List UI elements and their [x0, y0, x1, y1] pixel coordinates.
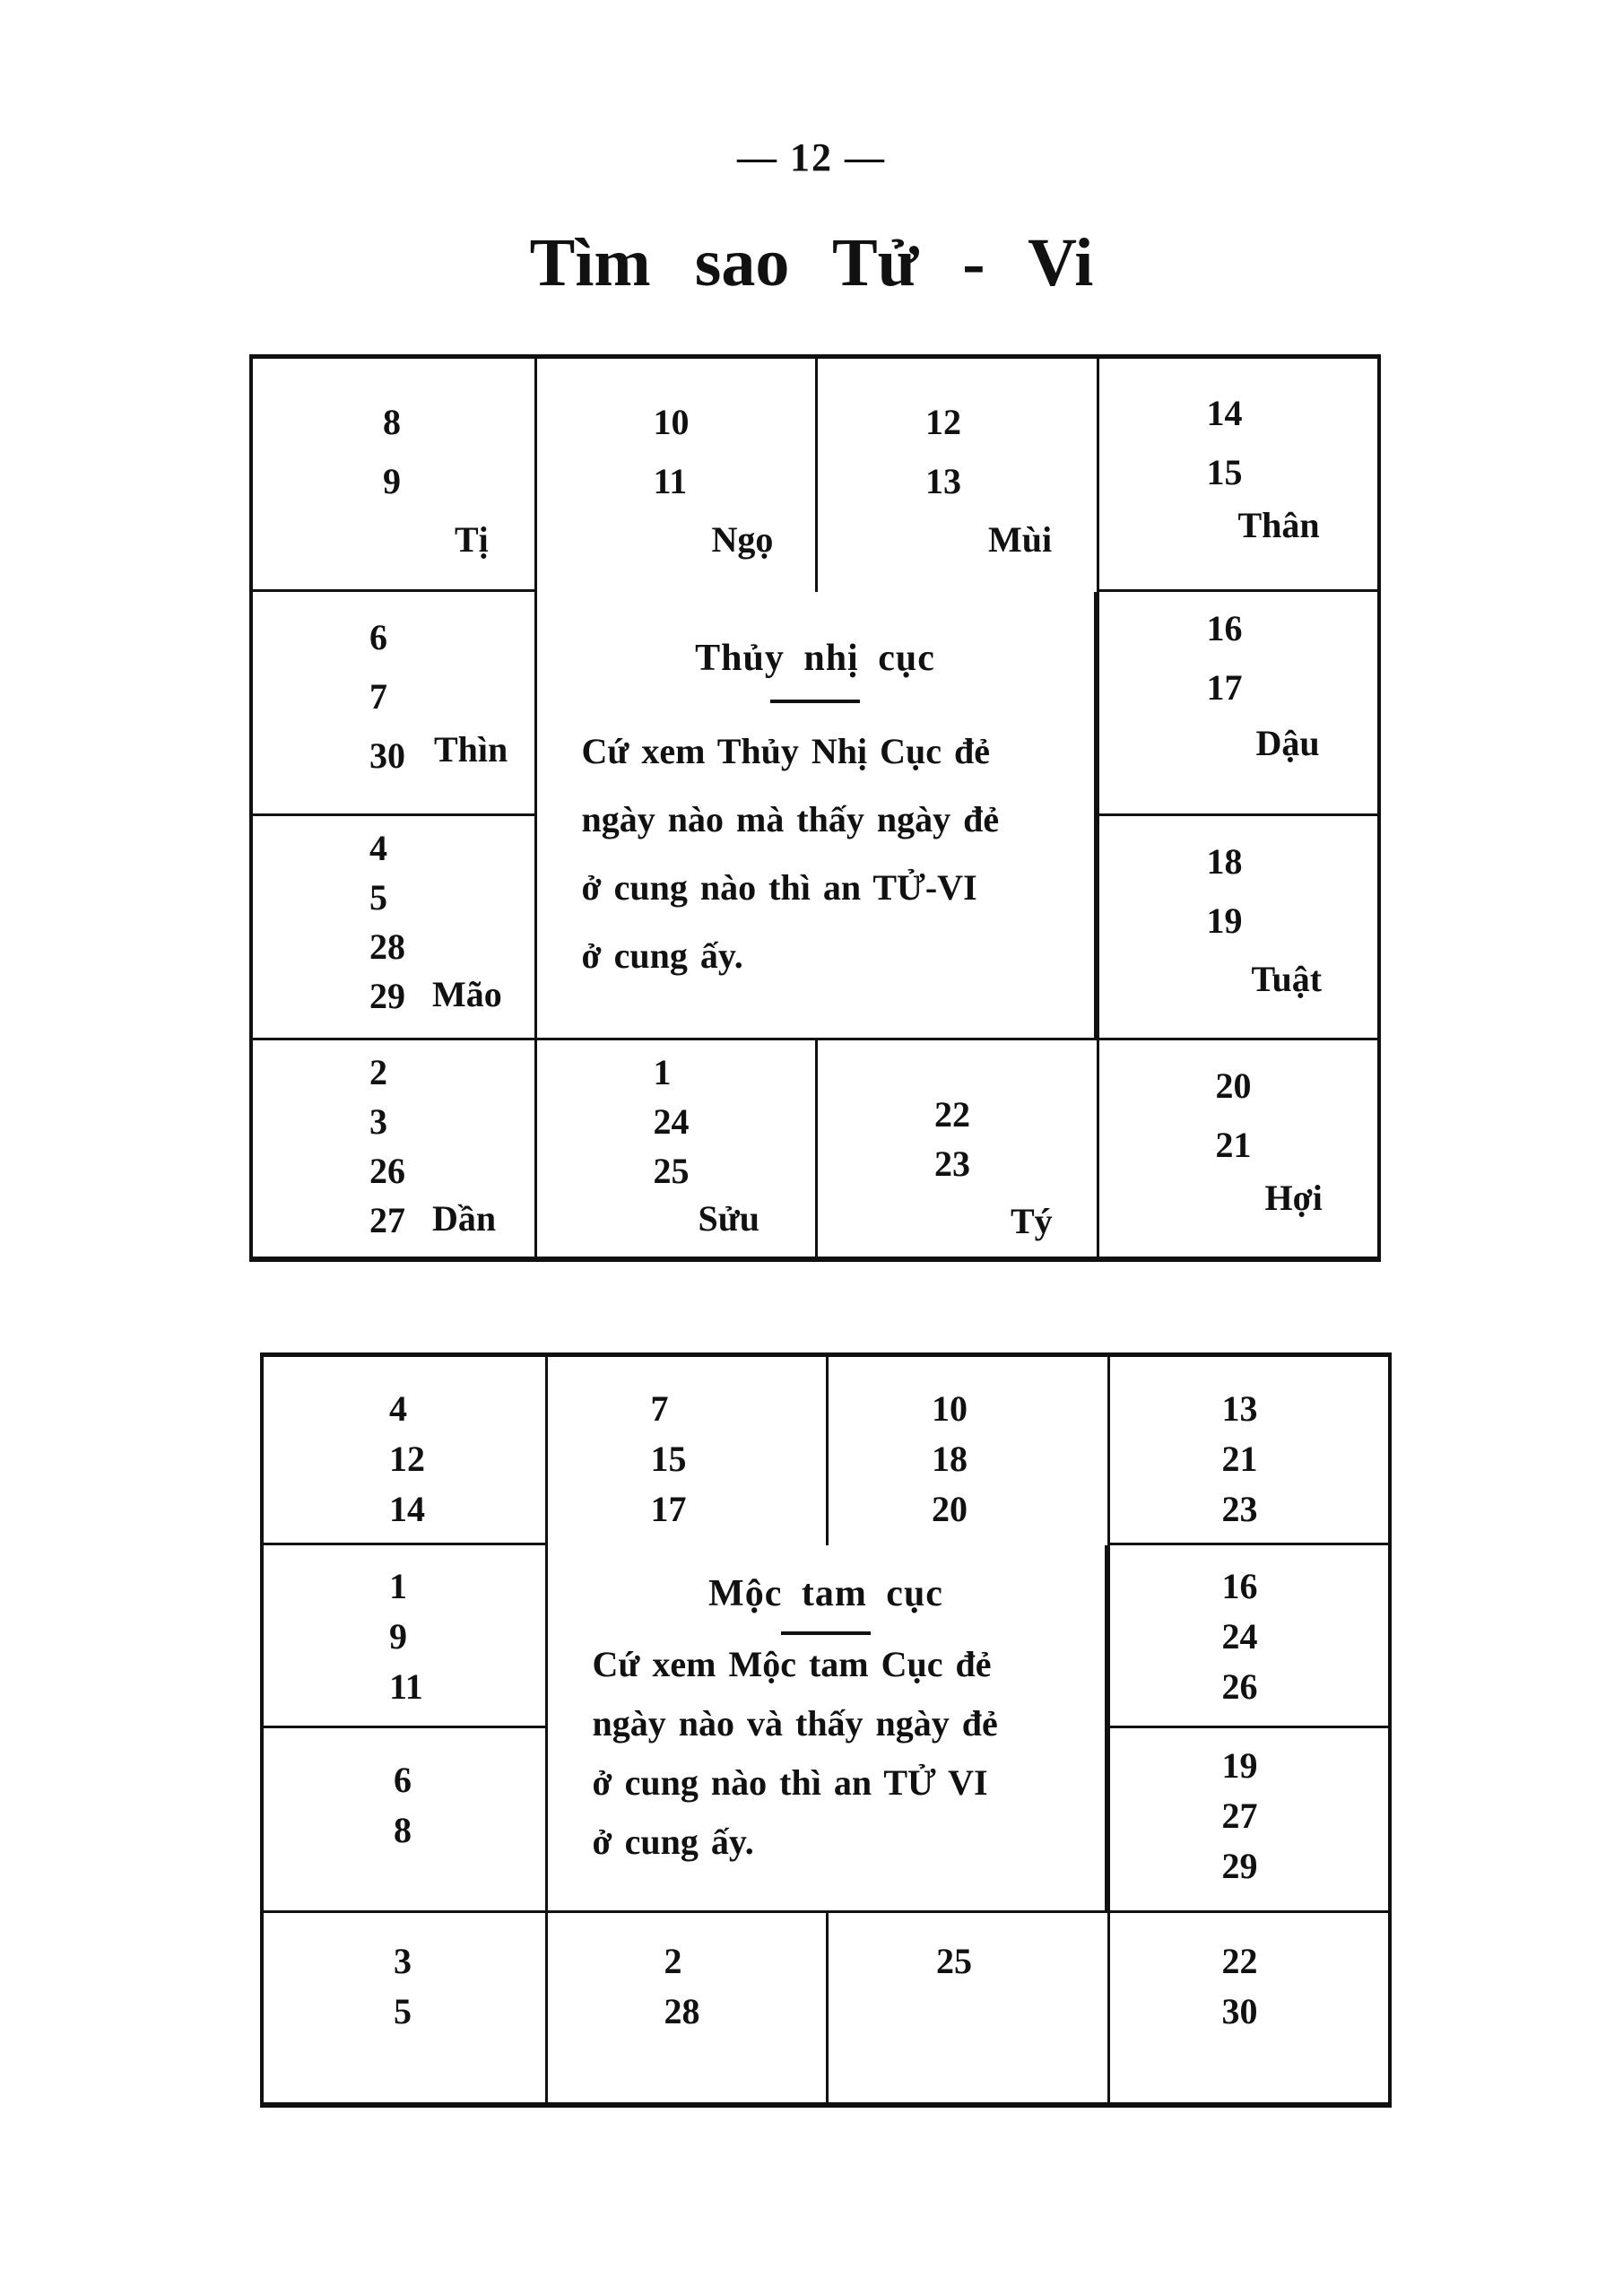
- day-number: 11: [389, 1666, 423, 1707]
- branch-label: Sửu: [698, 1198, 759, 1239]
- cell-mao: [264, 1728, 545, 1913]
- branch-label: Thìn: [434, 729, 508, 770]
- day-number: 9: [389, 1616, 407, 1657]
- day-number: 15: [650, 1439, 687, 1479]
- day-number: 7: [369, 676, 387, 717]
- cell-mui: [815, 359, 1097, 592]
- day-number: 2: [369, 1052, 387, 1092]
- day-number: 6: [369, 617, 387, 657]
- center-title: Thủy nhị cục: [695, 638, 935, 679]
- day-number: 12: [925, 402, 961, 442]
- day-number: 23: [1221, 1489, 1258, 1529]
- day-number: 14: [389, 1489, 425, 1529]
- branch-label: Tuật: [1251, 959, 1323, 999]
- cell-than: [1097, 359, 1378, 592]
- day-number: 4: [389, 1388, 407, 1429]
- day-number: 16: [1221, 1566, 1258, 1606]
- cell-than: [1107, 1357, 1389, 1545]
- branch-label: Dậu: [1255, 723, 1320, 763]
- center-text: [582, 718, 1058, 990]
- cell-tuat: [1107, 1728, 1389, 1913]
- cell-ngo: [545, 1357, 827, 1545]
- day-list: [389, 1384, 425, 1535]
- day-number: 28: [664, 1991, 700, 2031]
- text-line: ở cung nào thì an TỬ VI: [592, 1762, 988, 1803]
- day-number: 12: [389, 1439, 425, 1479]
- day-number: 7: [650, 1388, 669, 1429]
- day-list: [654, 1048, 690, 1196]
- day-number: 22: [1221, 1941, 1258, 1981]
- day-number: 20: [932, 1489, 968, 1529]
- day-list: [369, 823, 405, 1021]
- day-number: 5: [394, 1991, 412, 2031]
- day-list: [932, 1384, 968, 1535]
- branch-label: Mùi: [988, 519, 1053, 560]
- day-list: [1222, 1384, 1258, 1535]
- center-title: Mộc tam cục: [708, 1573, 943, 1614]
- day-number: 21: [1221, 1439, 1258, 1479]
- day-number: 22: [934, 1094, 970, 1135]
- branch-label: Hợi: [1264, 1178, 1323, 1218]
- cell-suu: [545, 1913, 827, 2102]
- branch-label: Dần: [432, 1198, 497, 1239]
- day-list: [654, 393, 690, 511]
- day-number: 2: [664, 1941, 682, 1981]
- cell-thin: [253, 592, 534, 816]
- cell-hoi: [1107, 1913, 1389, 2102]
- center-text: [593, 1635, 1069, 1872]
- day-number: 9: [383, 461, 401, 501]
- cell-suu: [534, 1040, 816, 1257]
- day-number: 13: [925, 461, 961, 501]
- day-list: [1222, 1936, 1258, 2037]
- text-line: ngày nào và thấy ngày đẻ: [592, 1703, 998, 1744]
- text-line: ở cung nào thì an TỬ-VI: [581, 867, 977, 908]
- day-number: 16: [1206, 608, 1243, 648]
- day-number: 27: [369, 1200, 405, 1240]
- day-list: [383, 393, 401, 511]
- day-number: 8: [383, 402, 401, 442]
- day-number: 4: [369, 828, 387, 868]
- day-list: [936, 1936, 972, 1987]
- day-number: 28: [369, 926, 405, 967]
- day-number: 24: [1221, 1616, 1258, 1657]
- day-list: [664, 1936, 700, 2037]
- cell-ngo: [534, 359, 816, 592]
- day-list: [389, 1561, 423, 1712]
- day-list: [394, 1755, 412, 1856]
- day-number: 29: [369, 976, 405, 1016]
- day-number: 26: [369, 1151, 405, 1191]
- cell-hoi: [1097, 1040, 1378, 1257]
- thuy-nhi-cuc-table: [249, 354, 1381, 1262]
- moc-tam-cuc-table: [260, 1352, 1392, 2108]
- cell-thin: [264, 1545, 545, 1728]
- cell-dau: [1097, 592, 1378, 816]
- day-number: 25: [653, 1151, 690, 1191]
- day-number: 19: [1221, 1745, 1258, 1786]
- day-list: [1222, 1561, 1258, 1712]
- day-number: 14: [1206, 393, 1243, 433]
- day-number: 25: [936, 1941, 972, 1981]
- day-number: 11: [653, 461, 688, 501]
- text-line: ngày nào mà thấy ngày đẻ: [581, 799, 1000, 839]
- branch-label: Ngọ: [711, 519, 774, 560]
- text-line: Cứ xem Mộc tam Cục đẻ: [592, 1644, 992, 1684]
- text-line: ở cung ấy.: [581, 935, 743, 976]
- day-list: [651, 1384, 687, 1535]
- day-number: 23: [934, 1144, 970, 1184]
- day-number: 1: [653, 1052, 672, 1092]
- text-line: Cứ xem Thủy Nhị Cục đẻ: [581, 731, 991, 771]
- cell-ty: [826, 1913, 1107, 2102]
- day-number: 15: [1206, 452, 1243, 492]
- page-title: Tìm sao Tử - Vi: [529, 225, 1094, 300]
- day-list: [925, 393, 961, 511]
- cell-mui: [826, 1357, 1107, 1545]
- day-number: 5: [369, 877, 387, 918]
- day-list: [369, 1048, 405, 1245]
- day-number: 1: [389, 1566, 407, 1606]
- day-list: [1207, 599, 1243, 718]
- day-list: [934, 1090, 970, 1188]
- text-line: ở cung ấy.: [592, 1822, 754, 1862]
- day-number: 10: [932, 1388, 968, 1429]
- day-list: [1207, 384, 1243, 502]
- day-number: 3: [369, 1101, 387, 1142]
- cell-ti: [253, 359, 534, 592]
- day-list: [369, 608, 405, 786]
- cell-tuat: [1097, 816, 1378, 1040]
- cell-mao: [253, 816, 534, 1040]
- cell-ti: [264, 1357, 545, 1545]
- branch-label: Tị: [455, 519, 489, 560]
- day-number: 13: [1221, 1388, 1258, 1429]
- day-number: 18: [1206, 841, 1243, 882]
- day-number: 3: [394, 1941, 412, 1981]
- day-number: 20: [1215, 1065, 1252, 1106]
- day-number: 26: [1221, 1666, 1258, 1707]
- day-list: [1222, 1741, 1258, 1892]
- cell-ty: [815, 1040, 1097, 1257]
- day-number: 24: [653, 1101, 690, 1142]
- day-list: [1207, 832, 1243, 951]
- center-panel: [534, 592, 1097, 1040]
- cell-dau: [1107, 1545, 1389, 1728]
- day-number: 21: [1215, 1125, 1252, 1165]
- cell-dan: [253, 1040, 534, 1257]
- day-list: [1216, 1057, 1252, 1175]
- branch-label: Tý: [1011, 1201, 1053, 1241]
- day-number: 29: [1221, 1846, 1258, 1886]
- day-number: 18: [932, 1439, 968, 1479]
- branch-label: Mão: [432, 974, 502, 1014]
- day-number: 6: [394, 1760, 412, 1800]
- title-underline: [770, 700, 860, 703]
- day-number: 17: [650, 1489, 687, 1529]
- day-number: 27: [1221, 1796, 1258, 1836]
- center-panel: [545, 1545, 1107, 1913]
- day-number: 8: [394, 1810, 412, 1850]
- day-number: 19: [1206, 900, 1243, 941]
- day-number: 17: [1206, 667, 1243, 708]
- day-number: 30: [369, 735, 405, 776]
- day-number: 10: [653, 402, 690, 442]
- day-number: 30: [1221, 1991, 1258, 2031]
- cell-dan: [264, 1913, 545, 2102]
- page-number: — 12 —: [737, 135, 886, 179]
- branch-label: Thân: [1237, 505, 1320, 545]
- day-list: [394, 1936, 412, 2037]
